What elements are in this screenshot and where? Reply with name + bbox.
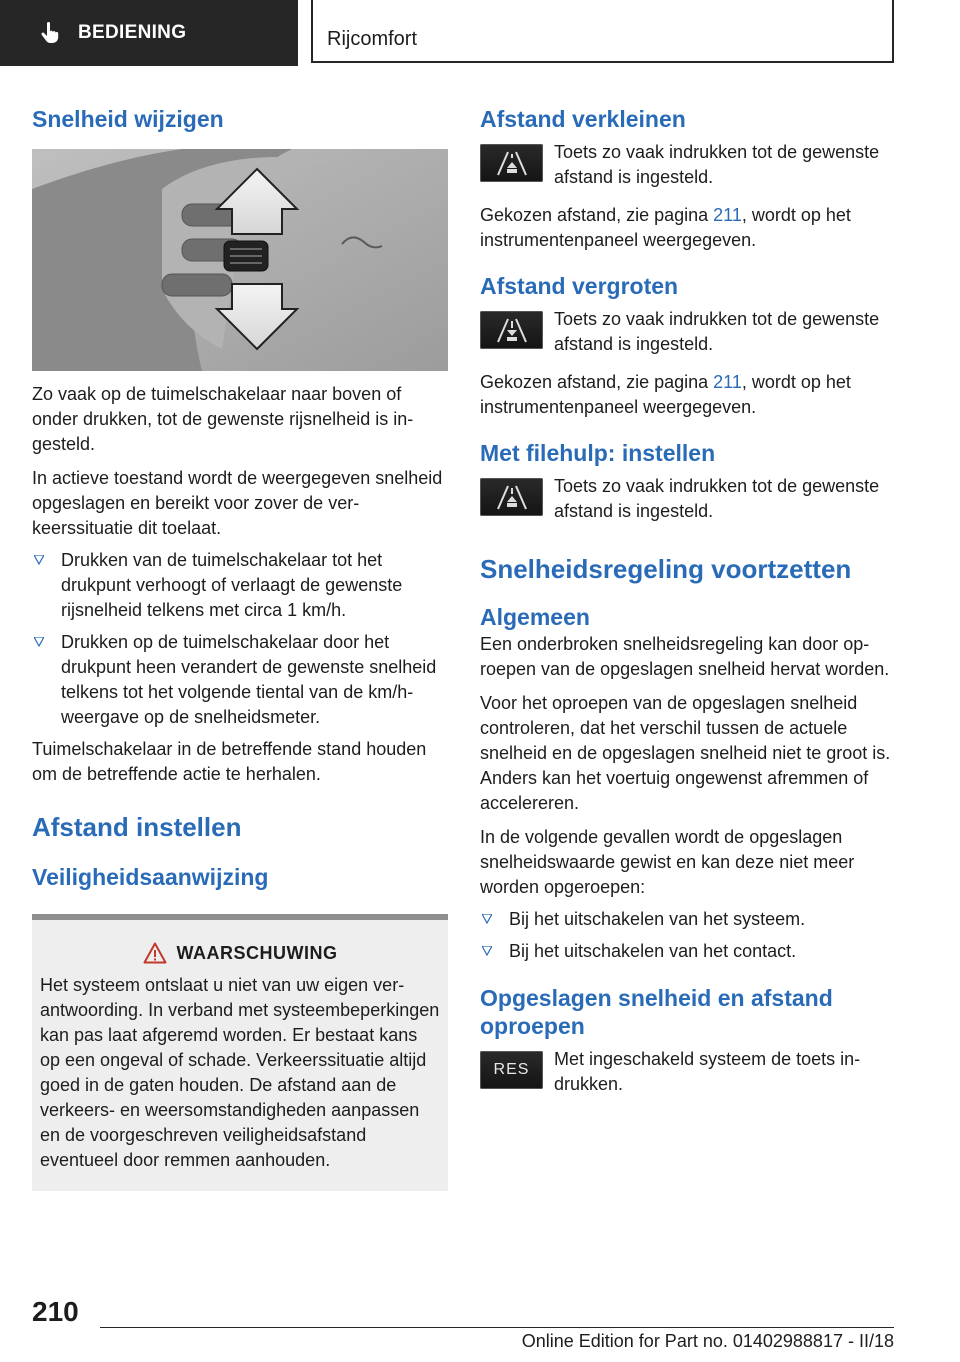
paragraph: Een onderbroken snelheidsregeling kan door oproepen van de opgeslagen snelheid hervat worden.: [480, 634, 890, 679]
heading-general: Algemeen: [480, 604, 590, 630]
chapter-title: Rijcomfort: [327, 28, 418, 50]
chapter-box: [311, 0, 894, 63]
paragraph: Zo vaak op de tuimelschakelaar naar boven of onder drukken, tot de gewenste rijsnelheid is ingesteld.: [32, 384, 414, 454]
list-item: Bij het uitschakelen van het contact.: [480, 939, 896, 964]
paragraph: Gekozen afstand, zie pagina 211, wordt op het instrumentenpaneel weergegeven.: [480, 205, 851, 250]
paragraph: Tuimelschakelaar in de betreffende stand houden om de betreffende actie te herhalen.: [32, 739, 427, 784]
warning-text: Het systeem ontslaat u niet van uw eigen verantwoording. In verband met systeembeperkingen kan pas laat afgeremd worden. Er bestaat kans op een ongeval of schade. Verkeerssituatie altijd goed in de gaten houden. De afstand aan de verkeers- en weersomstandigheden aanpassen en de voorgeschreven veiligheidsafstand eventueel door remmen aanhouden.: [40, 975, 440, 1170]
heading-recall-stored-speed: Opgeslagen snelheid en afstand oproepen: [480, 985, 833, 1039]
heading-change-speed: Snelheid wijzigen: [32, 106, 224, 132]
heading-increase-distance: Afstand vergroten: [480, 273, 679, 299]
button-description: Toets zo vaak indrukken tot de gewenste afstand is ingesteld.: [554, 476, 880, 521]
distance-decrease-icon: [490, 149, 534, 177]
increase-distance-button[interactable]: [480, 311, 543, 349]
traffic-row: [480, 478, 896, 524]
button-description: Met ingeschakeld systeem de toets indrukken.: [554, 1049, 861, 1094]
section-label: BEDIENING: [78, 22, 187, 43]
triangle-bullet-icon: [34, 637, 44, 647]
res-button[interactable]: RES: [480, 1051, 543, 1089]
page-header: [0, 0, 960, 66]
section-tab[interactable]: [0, 0, 298, 66]
triangle-bullet-icon: [482, 914, 492, 924]
page-number: 210: [32, 1296, 79, 1327]
heading-safety-note: Veiligheidsaanwijzing: [32, 864, 269, 890]
paragraph: In de volgende gevallen wordt de opgeslagen snelheidswaarde gewist en kan deze niet meer worden opgeroepen:: [480, 827, 855, 897]
bullet-list: [32, 548, 448, 730]
steering-wheel-rocker-switch-illustration: [32, 149, 448, 371]
left-column: [32, 100, 448, 1191]
button-description: Toets zo vaak indrukken tot de gewenste afstand is ingesteld.: [554, 309, 880, 354]
list-item: Bij het uitschakelen van het systeem.: [480, 907, 896, 932]
right-column: [480, 100, 896, 1097]
traffic-jam-distance-button[interactable]: [480, 478, 543, 516]
edition-note: Online Edition for Part no. 01402988817 - II/18: [521, 1331, 894, 1351]
distance-icon: [490, 483, 534, 511]
distance-increase-icon: [490, 316, 534, 344]
footer-divider: [100, 1327, 894, 1328]
decrease-row: [480, 144, 896, 190]
paragraph: Voor het oproepen van de opgeslagen snelheid controleren, dat het verschil tussen de actuele snelheid en de opgeslagen snelheid niet te groot is. Anders kan het voertuig ongewenst afremmen of accelereren.: [480, 693, 891, 813]
warning-title: WAARSCHUWING: [40, 942, 440, 964]
list-item: Drukken op de tuimelschakelaar door het drukpunt heen verandert de gewenste snelheid telkens tot het volgende tiental van de km/h-weergave op de snelheidsmeter.: [32, 630, 448, 730]
page-link[interactable]: 211: [713, 372, 742, 392]
button-description: Toets zo vaak indrukken tot de gewenste afstand is ingesteld.: [554, 142, 880, 187]
heading-decrease-distance: Afstand verkleinen: [480, 106, 686, 132]
decrease-distance-button[interactable]: [480, 144, 543, 182]
pointing-hand-icon: [38, 21, 62, 45]
increase-row: [480, 311, 896, 357]
heading-resume-cruise-control: Snelheidsregeling voortzetten: [480, 554, 852, 584]
triangle-bullet-icon: [34, 555, 44, 565]
paragraph: Gekozen afstand, zie pagina 211, wordt op het instrumentenpaneel weergegeven.: [480, 372, 851, 417]
heading-set-distance: Afstand instellen: [32, 812, 242, 842]
bullet-list: [480, 907, 896, 964]
paragraph: In actieve toestand wordt de weergegeven snelheid opgeslagen en bereikt voor zover de verkeerssituatie dit toelaat.: [32, 468, 443, 538]
heading-traffic-jam-assist: Met filehulp: instellen: [480, 440, 716, 466]
res-row: [480, 1051, 896, 1097]
warning-box: [32, 914, 448, 1191]
triangle-bullet-icon: [482, 946, 492, 956]
warning-triangle-icon: [143, 942, 167, 964]
list-item: Drukken van de tuimelschakelaar tot het drukpunt verhoogt of verlaagt de gewenste rijsnelheid telkens met circa 1 km/h.: [32, 548, 448, 623]
page-link[interactable]: 211: [713, 205, 742, 225]
